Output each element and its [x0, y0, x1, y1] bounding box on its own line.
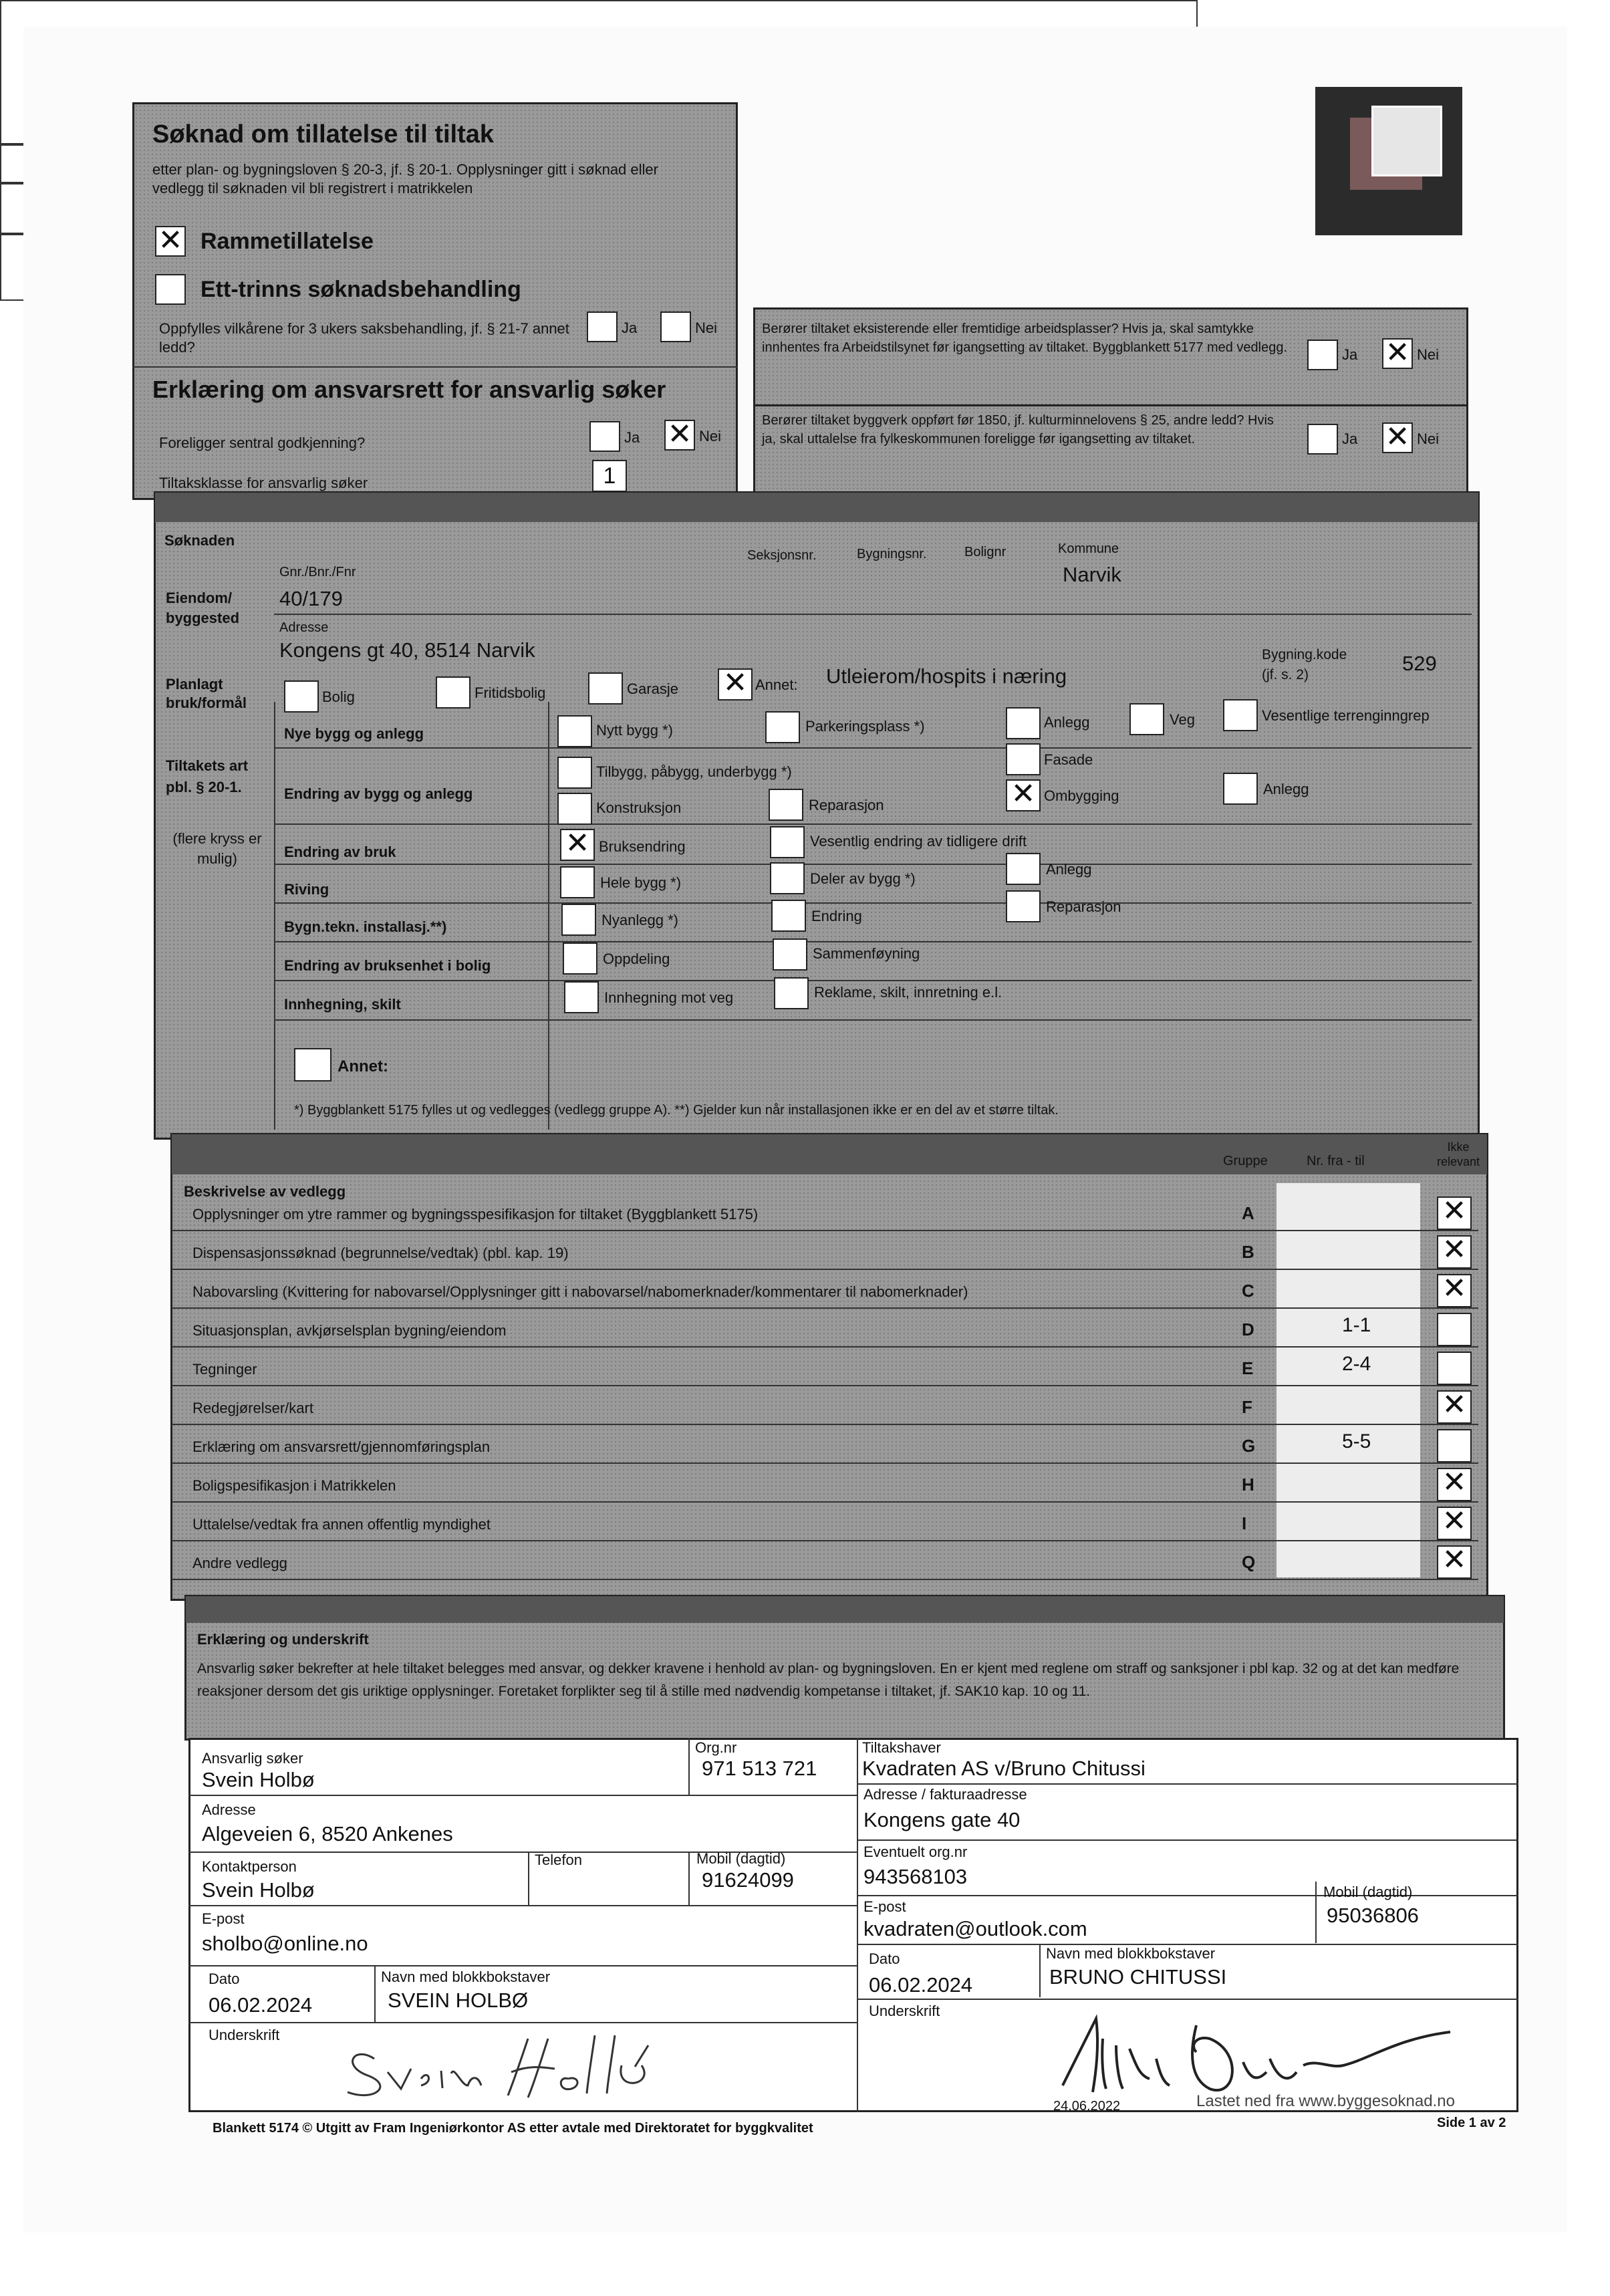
telefon-rule [528, 1852, 529, 1905]
col-ikke-relevant: Ikke relevant [1436, 1140, 1480, 1168]
vilkar-ja-checkbox[interactable] [587, 311, 618, 342]
innhegning-veg-checkbox[interactable] [564, 981, 599, 1013]
gnr-value[interactable]: 40/179 [279, 587, 343, 610]
byggverk-question: Berører tiltaket byggverk oppført før 1850, jf. kulturminnelovens § 25, andre ledd? Hvis ja, skal uttalelse fra fylkeskommunen foreligge før igangsetting av tiltaket. [762, 413, 1274, 447]
adresse-value[interactable]: Kongens gt 40, 8514 Narvik [279, 638, 535, 662]
oppdeling-label: Oppdeling [603, 950, 670, 967]
arbeidsplasser-nei-checkbox[interactable] [1382, 338, 1413, 369]
underskrift-right-label: Underskrift [869, 2003, 940, 2019]
adresse-left-label: Adresse [202, 1801, 256, 1818]
row-endring-bruksenhet: Endring av bruksenhet i bolig [284, 957, 491, 974]
adresse-label: Adresse [279, 620, 329, 635]
divider [188, 1965, 857, 1966]
orgnr-value[interactable]: 971 513 721 [702, 1757, 817, 1780]
vedlegg-row-text: Erklæring om ansvarsrett/gjennomføringsplan [192, 1438, 491, 1455]
deler-av-bygg-checkbox[interactable] [770, 862, 805, 894]
eiendom-label: Eiendom/ byggested [166, 590, 240, 626]
byggverk-ja-checkbox[interactable] [1307, 424, 1338, 455]
bruk-annet-checkbox[interactable] [718, 668, 753, 700]
vedlegg-row-text: Boligspesifikasjon i Matrikkelen [192, 1477, 396, 1494]
vedlegg-row-ikke-relevant-checkbox[interactable] [1437, 1196, 1472, 1230]
oppdeling-checkbox[interactable] [563, 942, 597, 975]
kommune-value[interactable]: Narvik [1063, 563, 1121, 586]
vedlegg-title: Beskrivelse av vedlegg [184, 1183, 346, 1200]
bruksendring-label: Bruksendring [599, 838, 686, 855]
telefon-label: Telefon [535, 1852, 582, 1868]
epost-left-label: E-post [202, 1910, 245, 1927]
erklaering-text: Ansvarlig søker bekrefter at hele tiltaket belegges med ansvar, og dekker kravene i henhold av plan- og bygningsloven. En er kjent med reglene om straff og sanksjoner i pbl kap. 32 og at det kan medføre reaksjoner dersom det gis uriktige opplysninger. Foretaket forplikter seg til å stille med nødvendig kompetanse i tiltaket, jf. SAK10 kap. 10 og 11. [197, 1661, 1460, 1699]
vesentlig-endring-checkbox[interactable] [770, 826, 805, 858]
hele-bygg-label: Hele bygg *) [600, 874, 682, 891]
annet-tiltak-checkbox[interactable] [294, 1048, 331, 1081]
fasade-label: Fasade [1044, 751, 1093, 768]
reparasjon-checkbox[interactable] [769, 789, 803, 821]
deler-av-bygg-label: Deler av bygg *) [810, 870, 916, 887]
anlegg2-checkbox[interactable] [1223, 773, 1258, 805]
vedlegg-row-group: I [1242, 1513, 1247, 1533]
rows-divider [274, 702, 275, 1130]
reparasjon2-checkbox[interactable] [1006, 890, 1041, 922]
bruk-bolig-checkbox[interactable] [284, 680, 319, 713]
navn-left-value[interactable]: SVEIN HOLBØ [388, 1989, 529, 2012]
tiltak-art-label: Tiltakets art pbl. § 20-1. [166, 757, 249, 795]
divider [274, 614, 1472, 615]
konstruksjon-label: Konstruksjon [596, 799, 682, 816]
mobil-right-rule [1315, 1882, 1317, 1943]
footer-page: Side 1 av 2 [1437, 2116, 1506, 2130]
ansvarlig-soker-label: Ansvarlig søker [202, 1750, 303, 1767]
adresse-right-value[interactable]: Kongens gate 40 [863, 1808, 1021, 1831]
tiltakshaver-label: Tiltakshaver [862, 1739, 941, 1756]
terrenginngrep-checkbox[interactable] [1223, 699, 1258, 731]
parkeringsplass-checkbox[interactable] [765, 711, 800, 743]
divider [274, 864, 1472, 865]
underskrift-left-label: Underskrift [209, 2027, 280, 2043]
soknaden-header-bar [155, 493, 1478, 522]
dato-right-value[interactable]: 06.02.2024 [869, 1973, 973, 1997]
col-nr: Nr. fra - til [1307, 1154, 1365, 1168]
row-endring-bruk: Endring av bruk [284, 844, 396, 860]
vilkar-nei-checkbox[interactable] [660, 311, 691, 342]
erklaering-header-bar [186, 1596, 1504, 1623]
divider [172, 1579, 1478, 1580]
soknaden-title: Søknaden [164, 532, 235, 549]
divider [172, 1269, 1478, 1270]
divider [188, 1905, 857, 1906]
vedlegg-row-nr[interactable]: 5-5 [1342, 1430, 1371, 1452]
divider [172, 1230, 1478, 1231]
mobil-right-value[interactable]: 95036806 [1327, 1904, 1419, 1927]
arbeidsplasser-ja-label: Ja [1342, 346, 1358, 363]
gnr-label: Gnr./Bnr./Fnr [279, 565, 356, 580]
divider [172, 1424, 1478, 1425]
anlegg-label: Anlegg [1044, 714, 1090, 731]
anlegg3-checkbox[interactable] [1006, 853, 1041, 885]
epost-right-value[interactable]: kvadraten@outlook.com [863, 1917, 1087, 1940]
erklaering-ansvar-title: Erklæring om ansvarsrett for ansvarlig søker [152, 376, 666, 403]
vilkar-question: Oppfylles vilkårene for 3 ukers saksbehandling, jf. § 21-7 annet ledd? [159, 320, 569, 356]
vedlegg-row-text: Andre vedlegg [192, 1555, 287, 1571]
vedlegg-row-group: G [1242, 1436, 1256, 1456]
col-gruppe: Gruppe [1223, 1154, 1268, 1168]
nyanlegg-checkbox[interactable] [561, 904, 596, 936]
brand-logo [1315, 87, 1462, 235]
signature-right [1023, 1999, 1490, 2106]
central-approval-question: Foreligger sentral godkjenning? [159, 434, 366, 451]
vedlegg-row-ikke-relevant-checkbox[interactable] [1437, 1390, 1472, 1424]
vedlegg-row-text: Dispensasjonssøknad (begrunnelse/vedtak) (pbl. kap. 19) [192, 1245, 569, 1261]
bruksendring-checkbox[interactable] [560, 829, 595, 861]
fasade-checkbox[interactable] [1006, 743, 1041, 775]
vedlegg-row-group: F [1242, 1397, 1252, 1417]
signature-left [327, 2019, 728, 2106]
signature-center-rule [857, 1738, 858, 2112]
row-nye-bygg: Nye bygg og anlegg [284, 725, 424, 742]
veg-label: Veg [1170, 711, 1195, 728]
tilbygg-label: Tilbygg, påbygg, underbygg *) [596, 763, 792, 780]
vedlegg-header-bar [172, 1134, 1487, 1174]
parkeringsplass-label: Parkeringsplass *) [805, 718, 925, 735]
mobil-right-label: Mobil (dagtid) [1323, 1884, 1413, 1900]
vedlegg-row-ikke-relevant-checkbox[interactable] [1437, 1274, 1472, 1307]
mobil-left-value[interactable]: 91624099 [702, 1868, 794, 1892]
vedlegg-row-text: Nabovarsling (Kvittering for nabovarsel/Opplysninger gitt i nabovarsel/nabomerknader/kommentarer til nabomerknader) [192, 1283, 968, 1300]
divider [132, 366, 738, 368]
arbeidsplasser-nei-label: Nei [1417, 346, 1440, 363]
reklame-label: Reklame, skilt, innretning e.l. [814, 984, 1002, 1001]
vilkar-nei-label: Nei [695, 320, 718, 336]
navn-right-value[interactable]: BRUNO CHITUSSI [1049, 1965, 1227, 1989]
orgnr-right-value[interactable]: 943568103 [863, 1865, 968, 1888]
arbeidsplasser-ja-checkbox[interactable] [1307, 340, 1338, 370]
dato-left-label: Dato [209, 1970, 240, 1987]
veg-checkbox[interactable] [1129, 703, 1164, 735]
navn-right-label: Navn med blokkbokstaver [1046, 1945, 1216, 1962]
dato-right-label: Dato [869, 1950, 900, 1967]
vedlegg-row-nr[interactable]: 1-1 [1342, 1314, 1371, 1336]
vesentlig-endring-label: Vesentlig endring av tidligere drift [810, 833, 1027, 850]
vedlegg-row-ikke-relevant-checkbox[interactable] [1437, 1468, 1472, 1501]
bruk-fritid-label: Fritidsbolig [475, 684, 546, 701]
bruk-garasje-checkbox[interactable] [588, 672, 623, 705]
dato-left-value[interactable]: 06.02.2024 [209, 1993, 313, 2017]
central-nei-label: Nei [699, 428, 722, 444]
vedlegg-row-ikke-relevant-checkbox[interactable] [1437, 1235, 1472, 1269]
vedlegg-row-ikke-relevant-checkbox[interactable] [1437, 1429, 1472, 1462]
adresse-left-value[interactable]: Algeveien 6, 8520 Ankenes [202, 1822, 453, 1845]
kommune-label: Kommune [1058, 541, 1119, 556]
divider [188, 1795, 857, 1796]
anlegg3-label: Anlegg [1046, 861, 1092, 878]
planlagt-bruk-label: Planlagt bruk/formål [166, 676, 247, 711]
divider [172, 1385, 1478, 1386]
tiltaksklasse-label: Tiltaksklasse for ansvarlig søker [159, 475, 368, 491]
vedlegg-row-group: Q [1242, 1552, 1256, 1572]
central-nei-checkbox[interactable] [664, 420, 695, 451]
anlegg2-label: Anlegg [1263, 781, 1309, 797]
divider [172, 1307, 1478, 1309]
endring-label: Endring [811, 908, 862, 924]
erklaering-title: Erklæring og underskrift [197, 1631, 369, 1648]
tiltak-footnote: *) Byggblankett 5175 fylles ut og vedlegges (vedlegg gruppe A). **) Gjelder kun når installasjonen ikke er en del av et større tiltak. [294, 1103, 1059, 1118]
rammetillatelse-checkbox[interactable] [155, 226, 186, 257]
vedlegg-row-text: Opplysninger om ytre rammer og bygningsspesifikasjon for tiltaket (Byggblankett 5175) [192, 1206, 759, 1223]
divider [274, 747, 1472, 749]
form-title: Søknad om tillatelse til tiltak [152, 120, 495, 148]
epost-left-value[interactable]: sholbo@online.no [202, 1932, 368, 1955]
byggverk-nei-label: Nei [1417, 430, 1440, 447]
row-bygn-tekn: Bygn.tekn. installasj.**) [284, 918, 447, 935]
footer-date: 24.06.2022 [1053, 2099, 1121, 2114]
nyanlegg-label: Nyanlegg *) [601, 912, 678, 928]
bruk-bolig-label: Bolig [322, 688, 355, 705]
ansvarlig-soker-value[interactable]: Svein Holbø [202, 1768, 315, 1791]
kontaktperson-value[interactable]: Svein Holbø [202, 1878, 315, 1902]
orgnr-rule [688, 1738, 690, 1795]
sammenfoyning-checkbox[interactable] [773, 938, 807, 971]
nr-column [1277, 1183, 1420, 1577]
vedlegg-row-ikke-relevant-checkbox[interactable] [1437, 1313, 1472, 1346]
flere-kryss-note: (flere kryss er mulig) [172, 830, 262, 867]
divider [857, 1895, 1518, 1896]
vedlegg-row-group: D [1242, 1319, 1254, 1340]
ombygging-checkbox[interactable] [1006, 779, 1041, 811]
adresse-right-label: Adresse / fakturaadresse [863, 1786, 1027, 1803]
form-subtitle: etter plan- og bygningsloven § 20-3, jf. § 20-1. Opplysninger gitt i søknad eller vedlegg til søknaden vil bli registrert i matrikkelen [152, 161, 658, 197]
epost-right-label: E-post [863, 1898, 906, 1915]
annet-tiltak-label: Annet: [338, 1057, 388, 1075]
anlegg-checkbox[interactable] [1006, 707, 1041, 739]
arbeidsplasser-question: Berører tiltaket eksisterende eller fremtidige arbeidsplasser? Hvis ja, skal samtykke innhentes fra Arbeidstilsynet før igangsetting av tiltaket. Byggblankett 5177 med vedlegg. [762, 322, 1288, 355]
tilbygg-checkbox[interactable] [557, 757, 592, 789]
divider [857, 1839, 1518, 1841]
reklame-checkbox[interactable] [774, 977, 809, 1009]
reparasjon2-label: Reparasjon [1046, 898, 1121, 915]
vedlegg-row-ikke-relevant-checkbox[interactable] [1437, 1507, 1472, 1540]
bruk-annet-value[interactable]: Utleierom/hospits i næring [826, 664, 1067, 688]
row-innhegning: Innhegning, skilt [284, 996, 401, 1013]
divider [274, 902, 1472, 904]
ett-trinns-checkbox[interactable] [155, 274, 186, 305]
bygningkode-label: Bygning.kode (jf. s. 2) [1262, 647, 1347, 682]
nytt-bygg-label: Nytt bygg *) [596, 722, 673, 739]
vedlegg-row-group: A [1242, 1203, 1254, 1223]
kontaktperson-label: Kontaktperson [202, 1858, 297, 1875]
row-endring-bygg: Endring av bygg og anlegg [284, 785, 473, 802]
orgnr-right-label: Eventuelt org.nr [863, 1843, 968, 1860]
ett-trinns-label: Ett-trinns søknadsbehandling [200, 277, 521, 302]
footer-blankett: Blankett 5174 © Utgitt av Fram Ingeniørkontor AS etter avtale med Direktoratet for byggkvalitet [213, 2121, 813, 2136]
divider [274, 823, 1472, 825]
bruk-annet-label: Annet: [755, 676, 798, 693]
tiltaksklasse-value[interactable]: 1 [592, 460, 627, 492]
vedlegg-row-text: Situasjonsplan, avkjørselsplan bygning/eiendom [192, 1322, 507, 1339]
divider [274, 941, 1472, 942]
vedlegg-row-nr[interactable]: 2-4 [1342, 1353, 1371, 1375]
divider [172, 1540, 1478, 1541]
navn-left-rule [374, 1965, 376, 2022]
bolignr-label: Bolignr [964, 545, 1007, 559]
reparasjon-label: Reparasjon [809, 797, 884, 813]
mobil-left-label: Mobil (dagtid) [696, 1850, 786, 1867]
vedlegg-row-ikke-relevant-checkbox[interactable] [1437, 1545, 1472, 1579]
bygningkode-value[interactable]: 529 [1402, 652, 1437, 675]
vedlegg-row-group: C [1242, 1281, 1254, 1301]
byggverk-ja-label: Ja [1342, 430, 1358, 447]
vedlegg-row-text: Redegjørelser/kart [192, 1400, 313, 1416]
konstruksjon-checkbox[interactable] [557, 793, 592, 825]
sammenfoyning-label: Sammenføyning [813, 945, 920, 962]
divider [274, 980, 1472, 981]
central-ja-checkbox[interactable] [589, 421, 620, 452]
vedlegg-row-group: H [1242, 1475, 1254, 1495]
orgnr-label: Org.nr [695, 1739, 737, 1756]
seksjonsnr-label: Seksjonsnr. [747, 548, 817, 563]
bygningsnr-label: Bygningsnr. [857, 547, 927, 561]
central-ja-label: Ja [624, 429, 640, 446]
navn-right-rule [1039, 1944, 1041, 1997]
tiltakshaver-value[interactable]: Kvadraten AS v/Bruno Chitussi [862, 1757, 1146, 1780]
vilkar-ja-label: Ja [622, 320, 638, 336]
row-riving: Riving [284, 881, 329, 898]
divider [172, 1462, 1478, 1464]
byggverk-nei-checkbox[interactable] [1382, 422, 1413, 453]
bruk-garasje-label: Garasje [627, 680, 679, 697]
rows-divider-2 [548, 702, 549, 1130]
terrenginngrep-label: Vesentlige terrenginngrep [1262, 707, 1430, 724]
bruk-fritid-checkbox[interactable] [436, 676, 471, 709]
divider [857, 1783, 1518, 1785]
ombygging-label: Ombygging [1044, 787, 1119, 804]
divider [172, 1501, 1478, 1503]
navn-left-label: Navn med blokkbokstaver [381, 1968, 551, 1985]
rammetillatelse-label: Rammetillatelse [200, 229, 374, 254]
mobil-rule [688, 1852, 690, 1905]
vedlegg-row-text: Uttalelse/vedtak fra annen offentlig myndighet [192, 1516, 491, 1533]
divider [172, 1346, 1478, 1348]
soknaden-box [154, 491, 1480, 1140]
vedlegg-row-group: B [1242, 1242, 1254, 1262]
endring-checkbox[interactable] [771, 900, 806, 932]
footer-lastet: Lastet ned fra www.byggesoknad.no [1196, 2092, 1455, 2110]
innhegning-veg-label: Innhegning mot veg [604, 989, 734, 1006]
nytt-bygg-checkbox[interactable] [557, 715, 592, 747]
hele-bygg-checkbox[interactable] [560, 866, 595, 898]
divider [274, 1019, 1472, 1021]
vedlegg-row-text: Tegninger [192, 1361, 257, 1378]
vedlegg-row-ikke-relevant-checkbox[interactable] [1437, 1352, 1472, 1385]
vedlegg-row-group: E [1242, 1358, 1254, 1378]
